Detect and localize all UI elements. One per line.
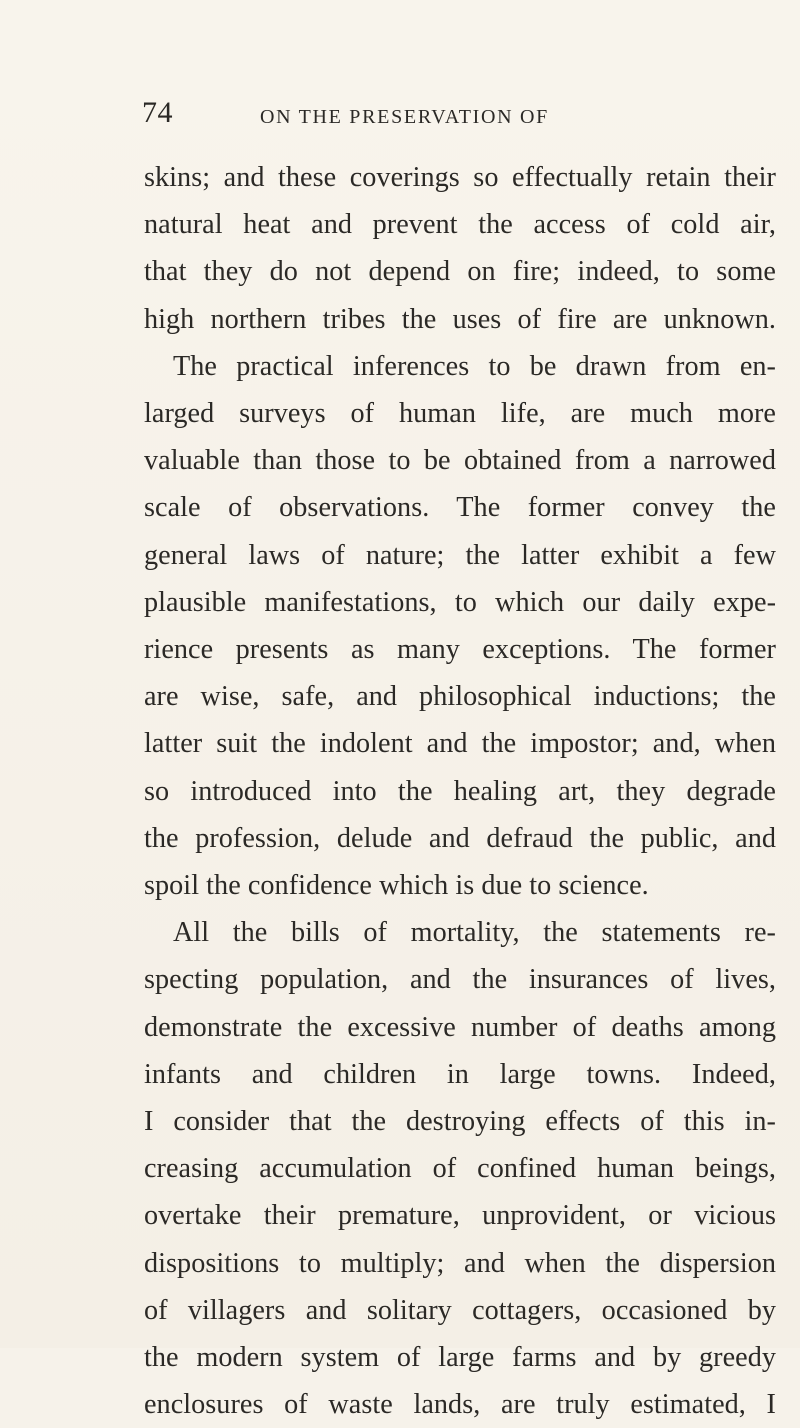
text-line: the profession, delude and defraud the public, and <box>144 822 776 854</box>
text-line: scale of observations. The former convey the <box>144 492 776 524</box>
text-line: general laws of nature; the latter exhibit a few <box>144 539 776 571</box>
text-line: valuable than those to be obtained from a narrowed <box>144 445 776 477</box>
text-line: so introduced into the healing art, they degrade <box>144 775 776 807</box>
text-line: the modern system of large farms and by greedy <box>144 1342 776 1374</box>
text-line: overtake their premature, unprovident, or vicious <box>144 1200 776 1232</box>
text-line: skins; and these coverings so effectually retain their <box>144 162 776 193</box>
text-line: natural heat and prevent the access of cold air, <box>144 209 776 241</box>
text-line: latter suit the indolent and the impostor; and, when <box>144 728 776 760</box>
text-line: creasing accumulation of confined human beings, <box>144 1153 776 1185</box>
text-line: high northern tribes the uses of fire are unknown. <box>144 303 776 335</box>
text-line: I consider that the destroying effects of this in- <box>144 1106 776 1138</box>
running-title: ON THE PRESERVATION OF <box>260 106 549 128</box>
text-line: infants and children in large towns. Indeed, <box>144 1058 776 1090</box>
text-line: are wise, safe, and philosophical inductions; the <box>144 681 776 713</box>
text-line: dispositions to multiply; and when the dispersion <box>144 1247 776 1279</box>
running-head <box>126 96 786 143</box>
text-line: spoil the confidence which is due to science. <box>144 870 649 902</box>
body-text <box>144 154 776 1428</box>
page-number: 74 <box>142 96 173 129</box>
text-line: plausible manifestations, to which our daily expe- <box>144 586 776 618</box>
text-line: that they do not depend on fire; indeed, to some <box>144 256 776 288</box>
text-line: All the bills of mortality, the statements re- <box>173 917 776 949</box>
text-line: specting population, and the insurances of lives, <box>144 964 776 996</box>
text-line: enclosures of waste lands, are truly estimated, I <box>144 1389 776 1421</box>
text-line: The practical inferences to be drawn from en- <box>173 350 776 382</box>
text-line: demonstrate the excessive number of deaths among <box>144 1011 776 1043</box>
text-line: rience presents as many exceptions. The former <box>144 634 776 666</box>
text-line: larged surveys of human life, are much more <box>144 398 776 430</box>
text-line: of villagers and solitary cottagers, occasioned by <box>144 1294 776 1326</box>
